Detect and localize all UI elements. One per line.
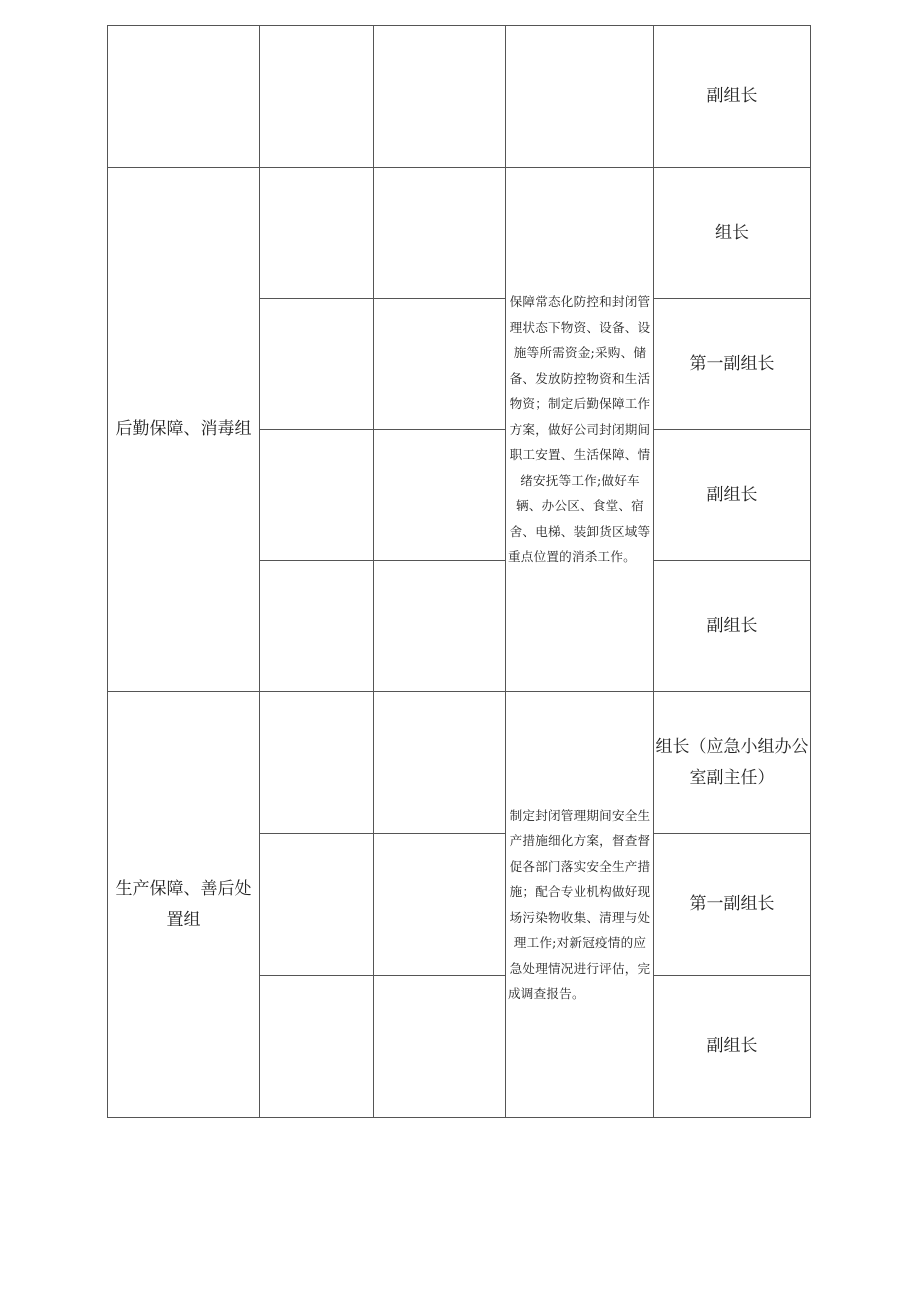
name-cell (260, 26, 374, 168)
table-row (108, 26, 811, 168)
position-cell (374, 976, 506, 1118)
duty-cell (506, 26, 654, 168)
role-cell: 副组长 (654, 976, 811, 1118)
role-cell: 组长 (654, 168, 811, 299)
group-name-logistics: 后勤保障、消毒组 (108, 168, 260, 692)
group-name-production: 生产保障、善后处置组 (108, 692, 260, 1118)
role-cell: 副组长 (654, 430, 811, 561)
roster-table (107, 25, 811, 1118)
duty-text-production: 制定封闭管理期间安全生产措施细化方案，督查督促各部门落实安全生产措施；配合专业机构做好现场污染物收集、清理与处理工作;对新冠疫情的应急处理情况进行评估，完成调查报告。 (506, 692, 654, 1118)
role-cell: 第一副组长 (654, 834, 811, 976)
name-cell (260, 834, 374, 976)
role-cell: 副组长 (654, 561, 811, 692)
group-cell (108, 26, 260, 168)
name-cell (260, 168, 374, 299)
role-cell: 组长（应急小组办公室副主任） (654, 692, 811, 834)
duty-text-logistics: 保障常态化防控和封闭管理状态下物资、设备、设施等所需资金;采购、储备、发放防控物资和生活物资；制定后勤保障工作方案，做好公司封闭期间职工安置、生活保障、情绪安抚等工作;做好车辆、办公区、食堂、宿舍、电梯、装卸货区域等重点位置的消杀工作。 (506, 168, 654, 692)
position-cell (374, 299, 506, 430)
position-cell (374, 168, 506, 299)
name-cell (260, 976, 374, 1118)
position-cell (374, 834, 506, 976)
position-cell (374, 561, 506, 692)
role-cell: 第一副组长 (654, 299, 811, 430)
name-cell (260, 299, 374, 430)
role-cell: 副组长 (654, 26, 811, 168)
name-cell (260, 430, 374, 561)
position-cell (374, 692, 506, 834)
name-cell (260, 692, 374, 834)
table-row (108, 168, 811, 299)
name-cell (260, 561, 374, 692)
position-cell (374, 430, 506, 561)
position-cell (374, 26, 506, 168)
table-row (108, 692, 811, 834)
